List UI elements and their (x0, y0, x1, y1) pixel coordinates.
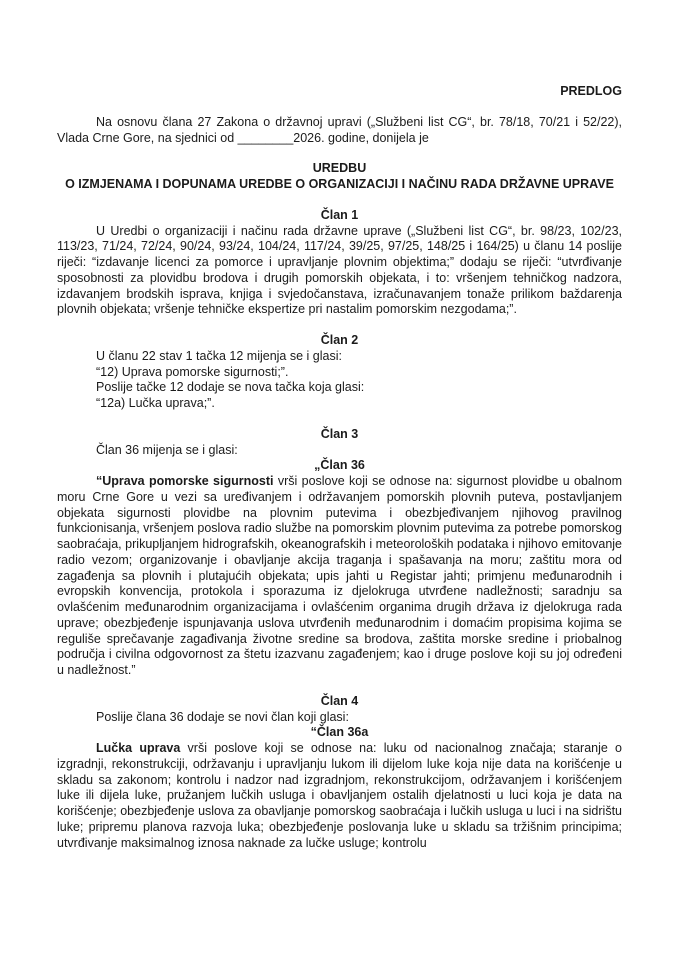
article-2-line-2: “12) Uprava pomorske sigurnosti;”. (96, 364, 289, 379)
article-2-line-3: Poslije tačke 12 dodaje se nova tačka koja glasi: (96, 380, 365, 395)
decree-title-line2: O IZMJENAMA I DOPUNAMA UREDBE O ORGANIZACIJI I NAČINU RADA DRŽAVNE UPRAVE (65, 177, 614, 191)
article-36a-body-text: vrši poslove koji se odnose na: luku od nacionalnog značaja; staranje o izgradnji, rekonstrukciji, održavanju i upravljanju lukom ili dijelom luke koja nije data na korišćenje u skladu sa zakonom; kontrolu i nadzor nad izgradnjom, rekonstrukcijom, održavanjem i korišćenjem luke ili dijela luke, pružanjem lučkih usluga i obavljanjem ostalih djelatnosti u luci koja je data na korišćenje; obezbjeđenje uslova za obavljanje pomorskog saobraćaja i lučkih usluga u luci i na sidrištu luke; pripremu planova razvoja luka; obezbjeđenje poslovanja luke u skladu sa tržišnim principima; utvrđivanje maksimalnog iznosa naknade za lučke usluge; kontrolu (57, 741, 623, 850)
article-2-line-4: “12a) Lučka uprava;”. (96, 396, 215, 410)
article-4-intro: Poslije člana 36 dodaje se novi član koji glasi: (96, 709, 349, 724)
article-36-subheading: „Član 36 (314, 458, 365, 473)
preamble: Na osnovu člana 27 Zakona o državnoj upravi („Službeni list CG“, br. 78/18, 70/21 i 52/22), Vlada Crne Gore, na sjednici od ________2026. godine, donijela je (57, 114, 622, 145)
article-1-body: U Uredbi o organizaciji i načinu rada državne uprave („Službeni list CG“, br. 98/23, 102/23, 113/23, 71/24, 72/24, 90/24, 93/24, 104/24, 117/24, 39/25, 97/25, 148/25 i 164/25) u članu 14 poslije riječi: “izdavanje licenci za pomorce i upravljanje plovnim objektima;” dodaju se riječi: “utvrđivanje sposobnosti za plovidbu brodova i drugih pomorskih objekata, i to: vršenjem tehničkog nadzora, izdavanjem brodskih isprava, knjiga i svjedočanstava, izračunavanjem tonaže prilikom baždarenja plovnih objekata; vršenje tehničke ekspertize pri nastalim pomorskim nezgodama;”. (57, 223, 622, 317)
article-36a-body-lead: Lučka uprava (96, 741, 181, 755)
document-label: PREDLOG (560, 84, 622, 98)
article-36-body-lead: “Uprava pomorske sigurnosti (96, 474, 274, 488)
article-4-heading: Član 4 (320, 693, 359, 708)
decree-title-line1: UREDBU (312, 161, 367, 176)
article-36-body-text: vrši poslove koji se odnose na: sigurnost plovidbe u obalnom moru Crne Gore u vezi sa uređivanjem i održavanjem pomorskih plovnih puteva, postavljanjem objekata sigurnosti plovidbe na plovnim putevima i obezbjeđivanjem njihovog pravilnog funkcionisanja, vršenjem poslova radio službe na pomorskim plovnim putevima za potrebe pomorskog saobraćaja, prikupljanjem hidrografskih, okeanografskih i meteoroloških podataka i njihovo emitovanje radio vezom; organizovanje i obavljanje akcija traganja i spašavanja na moru; zaštitu mora od zagađenja sa plovnih i plutajućih objekata; upis jahti u Registar jahti; primjenu međunarodnih i evropskih konvencija, protokola i sporazuma iz djelokruga utvrđene nadležnosti; saradnju sa ovlašćenim međunarodnim organizacijama i ovlašćenim organima drugih država iz djelokruga rada uprave; obezbjeđenje ispunjavanja uslova utvrđenih međunarodnim i domaćim propisima kojima se reguliše sprečavanje zagađivanja životne sredine sa brodova, zaštita morske sredine i priobalnog područja i civilna odgovornost za štetu izazvanu zagađenjem; kao i druge poslove koji su joj određeni u nadležnost.” (57, 474, 622, 677)
article-2-line-1: U članu 22 stav 1 tačka 12 mijenja se i glasi: (96, 348, 342, 363)
article-2-heading: Član 2 (320, 333, 359, 347)
article-36a-subheading: “Član 36a (310, 725, 369, 740)
article-36-body (57, 474, 622, 679)
article-3-intro: Član 36 mijenja se i glasi: (96, 442, 238, 457)
article-3-heading: Član 3 (320, 426, 359, 441)
article-36a-body (57, 741, 622, 851)
article-1-heading: Član 1 (320, 207, 359, 222)
